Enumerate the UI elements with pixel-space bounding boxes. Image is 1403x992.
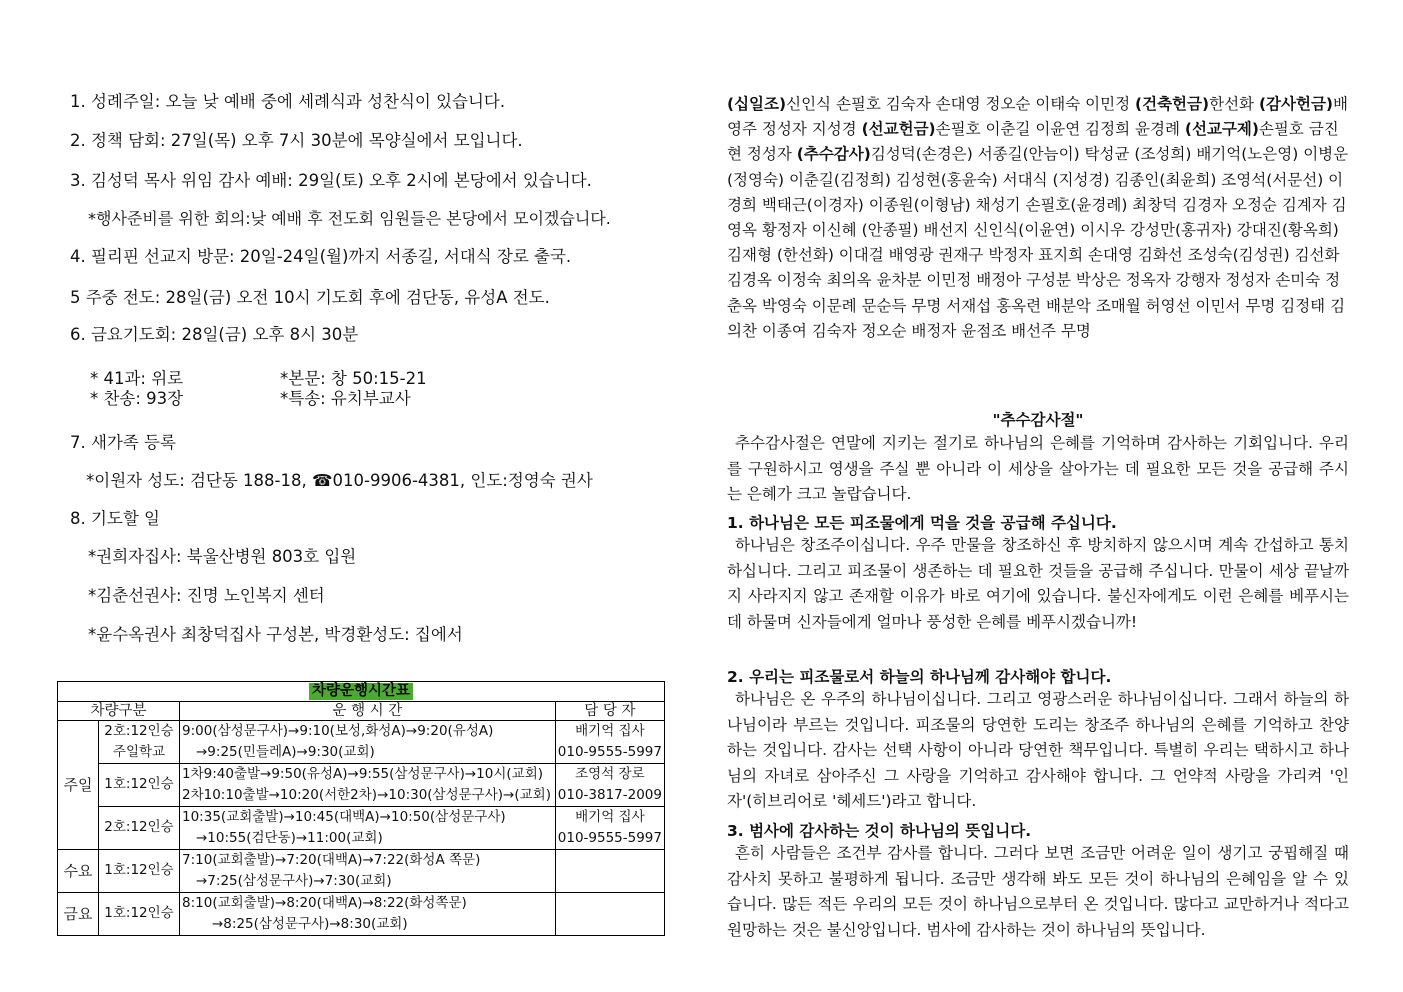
sermon-text: 흔히 사람들은 조건부 감사를 합니다. 그러다 보면 조금만 어려운 일이 생기고 궁핍해질 때 감사치 못하고 불평하게 됩니다. 조금만 생각해 봐도 모든 것이 하나님의 은혜임을 알 수 있습니다. 많든 적든 우리의 모든 것이 하나님으로부터 온 것입니다. 많다고 교만하거나 적다고 원망하는 것은 불신앙입니다. 범사에 감사하는 것이 하나님의 뜻입니다. xyxy=(727,844,1349,939)
route-line: 2차10:10출발→10:20(서한2차)→10:30(삼성문구사)→(교회) xyxy=(182,787,551,803)
route-line: →9:25(민들레A)→9:30(교회) xyxy=(196,744,375,760)
prayer-lesson: * 41과: 위로 xyxy=(90,369,184,388)
offering-names: 배영주 정성자 지성경 xyxy=(727,95,1348,139)
driver-name: 배기억 집사 xyxy=(575,809,645,825)
route-line: →8:25(삼성문구사)→8:30(교회) xyxy=(212,916,408,932)
announcement-2: 2. 정책 담회: 27일(목) 오후 7시 30분에 목양실에서 모입니다. xyxy=(70,131,523,150)
offering-names: 신인식 손필호 김숙자 손대영 정오순 이태숙 이민정 xyxy=(786,95,1131,113)
new-family-heading: 7. 새가족 등록 xyxy=(70,433,176,452)
vehicle-name: 1호:12인승 xyxy=(99,764,180,807)
vehicle-schedule-table xyxy=(57,681,665,936)
table-row xyxy=(58,850,665,893)
offering-names: 김성덕(손경은) 서종길(안늠이) 탁성균 (조성희) 배기억(노은영) 이병운(정영숙) 이춘길(김정희) 김성현(홍윤숙) 서대식 (지성경) 김종인(최윤희) 조영석(서문선) 이경희 백태근(이경자) 이종원(이형남) 채성기 손필호(윤경례) 최창덕 김경자 오정순 김계자 김영옥 황정자 이신혜 (안종필) 배선지 신인식(이윤연) 이시우 강성만(홍귀자) 강대진(황옥희) 김재형 (한선화) 이대걸 배영광 권재구 박정자 표지희 손대영 김화선 조성숙(김성권) 김선화 김경옥 이정숙 최의옥 윤차분 이민정 배정아 구성분 박상은 정옥자 강행자 정성자 손미숙 정춘옥 박영숙 이문례 문순득 무명 서재섭 홍옥련 배분악 조매월 허영선 이민서 무명 김정태 김의찬 이종여 김숙자 정오순 배정자 윤점조 배선주 무명 xyxy=(727,145,1349,340)
day-sunday: 주일 xyxy=(58,721,99,850)
table-row xyxy=(58,893,665,936)
sermon-point-2: 2. 우리는 피조물로서 하늘의 하나님께 감사해야 합니다. xyxy=(727,668,1112,686)
vehicle-name: 1호:12인승 xyxy=(99,893,180,936)
vehicle-name: 2호:12인승 xyxy=(99,807,180,850)
prayer-item-1: *권희자집사: 북울산병원 803호 입원 xyxy=(88,547,357,566)
table-row xyxy=(58,721,665,764)
new-family-entry: *이원자 성도: 검단동 188-18, ☎010-9906-4381, 인도:정영숙 권사 xyxy=(86,471,593,490)
driver-phone: 010-9555-5997 xyxy=(557,744,662,760)
announcement-4: 4. 필리핀 선교지 방문: 20일-24일(월)까지 서종길, 서대식 장로 출국. xyxy=(70,247,572,266)
driver-name: 조영석 장로 xyxy=(575,766,645,782)
sermon-point-3: 3. 범사에 감사하는 것이 하나님의 뜻입니다. xyxy=(727,822,1032,840)
vehicle-note: 주일학교 xyxy=(112,744,166,760)
header-person: 담 당 자 xyxy=(555,702,664,721)
route-line: 9:00(삼성문구사)→9:10(보성,화성A)→9:20(유성A) xyxy=(182,723,494,739)
route-line: →7:25(삼성문구사)→7:30(교회) xyxy=(196,873,392,889)
vehicle-name: 2호:12인승 xyxy=(104,723,174,739)
table-row xyxy=(58,764,665,807)
sermon-point-1: 1. 하나님은 모든 피조물에게 먹을 것을 공급해 주십니다. xyxy=(727,514,1117,532)
sermon-para-1 xyxy=(727,533,1349,635)
driver-phone: 010-3817-2009 xyxy=(557,787,662,803)
sermon-para-3 xyxy=(727,841,1349,943)
day-friday: 금요 xyxy=(58,893,99,936)
prayer-hymn: * 찬송: 93장 xyxy=(90,389,184,408)
offering-label: (추수감사) xyxy=(796,145,871,164)
sermon-text: 하나님은 창조주이십니다. 우주 만물을 창조하신 후 방치하지 않으시며 계속 간섭하고 통치하십니다. 그리고 피조물이 생존하는 데 필요한 것들을 공급해 주십니다. 만물이 세상 끝날까지 사라지지 않고 존재할 이유가 바로 여기에 있습니다. 불신자에게도 이런 은혜를 베푸시는데 하물며 신자들에게 얼마나 풍성한 은혜를 베푸시겠습니까! xyxy=(727,536,1349,631)
offering-label: (건축헌금) xyxy=(1135,95,1210,113)
route-line: 1차9:40출발→9:50(유성A)→9:55(삼성문구사)→10시(교회) xyxy=(182,766,544,782)
sermon-para-2 xyxy=(727,687,1349,815)
route-line: 7:10(교회출발)→7:20(대백A)→7:22(화성A 쪽문) xyxy=(182,852,481,868)
prayer-item-2: *김춘선권사: 진명 노인복지 센터 xyxy=(88,586,325,605)
announcement-3-note: *행사준비를 위한 회의:낮 예배 후 전도회 임원들은 본당에서 모이겠습니다. xyxy=(88,209,611,228)
sermon-title: "추수감사절" xyxy=(992,411,1084,429)
offering-label: (감사헌금) xyxy=(1258,95,1334,113)
offering-label: (선교헌금) xyxy=(861,120,936,139)
prayer-heading: 8. 기도할 일 xyxy=(70,509,160,528)
day-wednesday: 수요 xyxy=(58,850,99,893)
route-line: →10:55(검단동)→11:00(교회) xyxy=(196,830,383,846)
sermon-text: 하나님은 온 우주의 하나님이십니다. 그리고 영광스러운 하나님이십니다. 그래서 하늘의 하나님이라 부르는 것입니다. 피조물의 당연한 도리는 창조주 하나님의 은혜를 기억하고 찬양하는 것입니다. 감사는 선택 사항이 아니라 당연한 책무입니다. 특별히 우리는 택하시고 하나님의 자녀로 삼아주신 그 사랑을 기억하고 감사해야 합니다. 그 언약적 사랑을 가리켜 '인자'(히브리어로 '헤세드')라고 합니다. xyxy=(727,690,1349,810)
header-time: 운 행 시 간 xyxy=(180,702,556,721)
sermon-text: 추수감사절은 연말에 지키는 절기로 하나님의 은혜를 기억하며 감사하는 기회입니다. 우리를 구원하시고 영생을 주실 뿐 아니라 이 세상을 살아가는 데 필요한 모든 것을 공급해 주시는 은혜가 크고 놀랍습니다. xyxy=(727,434,1349,503)
offering-names: 한선화 xyxy=(1209,95,1255,113)
offering-names: 손필호 이춘길 이윤연 김정희 윤경례 xyxy=(935,120,1180,139)
announcement-6: 6. 금요기도회: 28일(금) 오후 8시 30분 xyxy=(70,325,359,344)
announcement-3: 3. 김성덕 목사 위임 감사 예배: 29일(토) 오후 2시에 본당에서 있습니다. xyxy=(70,171,592,190)
vehicle-name: 1호:12인승 xyxy=(99,850,180,893)
offering-label: (십일조) xyxy=(727,95,787,113)
prayer-item-3: *윤수옥권사 최창덕집사 구성본, 박경환성도: 집에서 xyxy=(88,625,463,644)
prayer-special: *특송: 유치부교사 xyxy=(280,389,411,408)
driver-name: 배기억 집사 xyxy=(575,723,645,739)
route-line: 8:10(교회출발)→8:20(대백A)→8:22(화성쪽문) xyxy=(182,895,467,911)
offering-names: 손필호 금진현 정성자 xyxy=(727,120,1339,164)
schedule-title: 차량운행시간표 xyxy=(309,683,413,700)
offering-list xyxy=(727,92,1349,344)
announcement-5: 5 주중 전도: 28일(금) 오전 10시 기도회 후에 검단동, 유성A 전도. xyxy=(70,288,550,307)
announcement-1: 1. 성례주일: 오늘 낮 예배 중에 세례식과 성찬식이 있습니다. xyxy=(70,92,506,111)
header-vehicle: 차량구분 xyxy=(58,702,180,721)
route-line: 10:35(교회출발)→10:45(대백A)→10:50(삼성문구사) xyxy=(182,809,506,825)
sermon-intro xyxy=(727,431,1349,508)
prayer-text: *본문: 창 50:15-21 xyxy=(280,369,427,388)
table-row xyxy=(58,807,665,850)
offering-label: (선교구제) xyxy=(1184,120,1259,139)
offering-sermon-column xyxy=(727,92,1349,939)
driver-phone: 010-9555-5997 xyxy=(557,830,662,846)
